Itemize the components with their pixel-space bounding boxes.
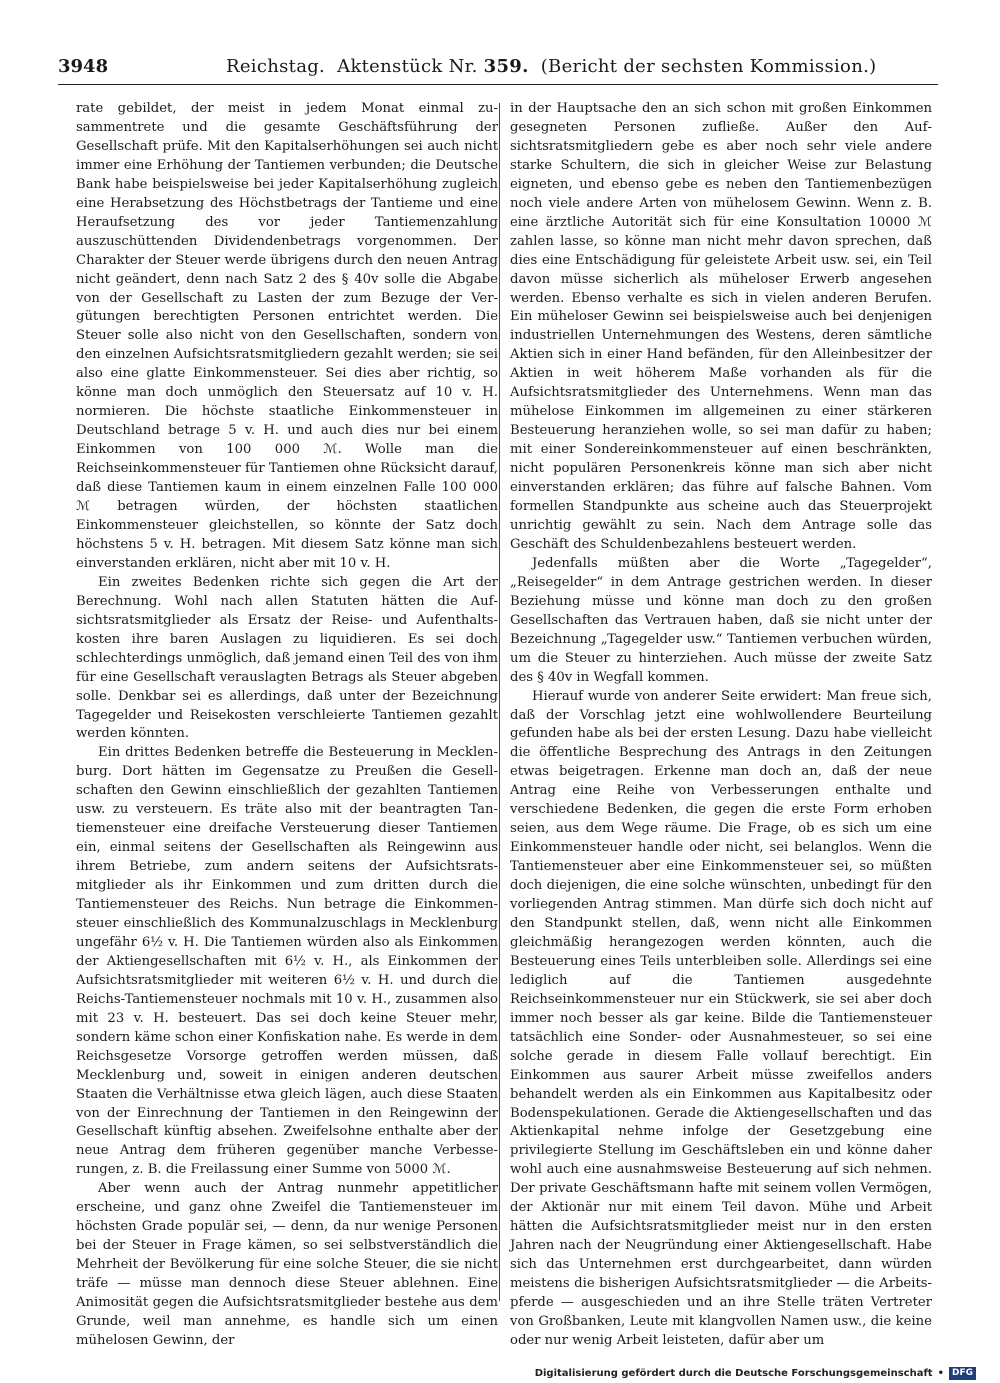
footer-credit: Digitalisierung gefördert durch die Deutsche Forschungsgemeinschaft [534, 1367, 933, 1379]
column-divider [499, 103, 500, 1301]
right-paragraph-3: Hierauf wurde von anderer Seite erwidert: Man freue sich, daß der Vorschlag jetzt eine wohlwollendere Beurteilung gefunden habe als bei der ersten Lesung. Dazu habe vielleicht die öffentliche Besprechung des Antrags in den Zeitungen etwas beigetragen. Erkenne man doch an, daß der neue Antrag eine Reihe von Verbesserungen enthalte und verschiedene Bedenken, die gegen die erste Form erhoben seien, aus dem Wege räume. Die Frage, ob es sich um eine Einkommensteuer handle oder nicht, sei belanglos. Wenn die Tantiemensteuer aber eine Einkommensteuer sei, so müßten doch diejenigen, die eine solche wünschten, unbedingt für den vorliegenden Antrag stimmen. Man dürfe sich doch nicht auf den Standpunkt stellen, daß, wenn nicht alle Einkommen gleichmäßig herangezogen werden könnten, auch die Besteuerung eines Teils unterbleiben solle. Allerdings sei eine lediglich auf die Tantiemen ausgedehnte Reichseinkommensteuer nur ein Stückwerk, sie sei aber doch immer noch besser als gar keine. Bilde die Tantiemensteuer tatsächlich eine Sonder- oder Ausnahmesteuer, so sei eine solche gerade in diesem Falle vollauf berechtigt. Ein Einkommen aus saurer Arbeit müsse zweifellos anders behandelt werden als ein Einkommen aus Kapitalbesitz oder Bodenspekulationen. Gerade die Aktiengesellschaften und das Aktienkapital nehme infolge der Gesetzgebung eine privilegierte Stellung im Geschäftsleben ein und könne daher wohl auch eine ausnahmsweise Besteuerung auf sich nehmen. Der private Geschäftsmann hafte mit seinem vollen Vermögen, der Aktionär nur mit einem Teil davon. Mühe und Arbeit hätten die Aufsichtsratsmitglieder meist nur in den ersten Jahren nach der Neugründung einer Aktiengesellschaft. Habe sich das Unternehmen erst durchgearbeitet, dann würden meistens die bisherigen Aufsichtsratsmitglieder — die Arbeitspferde — ausgeschieden und an ihre Stelle träten Vertreter von Großbanken, Leute mit klangvollen Namen usw., die keine oder nur wenig Arbeit leisteten, dafür aber um [510, 688, 932, 1348]
title-suffix: (Bericht der sechsten Kommission.) [540, 56, 877, 77]
page-header [58, 54, 938, 85]
left-paragraph-4: Aber wenn auch der Antrag nunmehr appetitlicher erscheine, und ganz ohne Zweifel die Tantiemensteuer im höchsten Grade populär sei, — denn, da nur wenige Personen bei der Steuer in Frage kämen, so sei selbstverständlich die Mehrheit der Bevölkerung für eine solche Steuer, die sie nicht träfe — müsse man dennoch diese Steuer ablehnen. Eine Animosität gegen die Aufsichtsratsmitglieder bestehe aus dem Grunde, weil man annehme, es handle sich um einen mühelosen Gewinn, der [76, 1181, 498, 1348]
left-column [76, 100, 498, 1348]
title-number: 359. [483, 56, 529, 77]
running-title [226, 56, 876, 77]
left-paragraph-3: Ein drittes Bedenken betreffe die Besteuerung in Mecklenburg. Dort hätten im Gegensatze zu Preußen die Gesellschaften den Gewinn einschließlich der gezahlten Tantiemen usw. zu versteuern. Es träte also mit der beantragten Tantiemensteuer eine dreifache Versteuerung dieser Tantiemen ein, einmal seitens der Gesellschaften als Reingewinn aus ihrem Betriebe, zum andern seitens der Aufsichtsratsmitglieder als ihr Einkommen und zum dritten durch die Tantiemensteuer des Reichs. Nun betrage die Einkommensteuer einschließlich des Kommunalzuschlags in Mecklenburg ungefähr 6½ v. H. Die Tantiemen würden also als Einkommen der Aktiengesellschaften mit 6½ v. H., als Einkommen der Aufsichtsratsmitglieder mit weiteren 6½ v. H. und durch die Reichs-Tantiemensteuer nochmals mit 10 v. H., zusammen also mit 23 v. H. besteuert. Das sei doch keine Steuer mehr, sondern käme schon einer Konfiskation nahe. Es werde in dem Reichsgesetze Vorsorge getroffen werden müssen, daß Mecklenburg und, soweit in einigen anderen deutschen Staaten die Verhältnisse etwa gleich lägen, auch diese Staaten von der Einrechnung der Tantiemen in den Reingewinn der Gesellschaft künftig absehen. Zweifelsohne enthalte aber der neue Antrag dem früheren gegenüber manche Verbesserungen, z. B. die Freilassung einer Summe von 5000 ℳ. [76, 745, 498, 1178]
dfg-logo: DFG [949, 1367, 976, 1380]
footer-bullet: • [937, 1367, 944, 1379]
page-number: 3948 [58, 56, 109, 77]
footer [535, 1366, 976, 1380]
right-column [510, 100, 932, 1348]
right-paragraph-2: Jedenfalls müßten aber die Worte „Tagegelder“, „Reisegelder“ in dem Antrage gestrichen werden. In dieser Beziehung müsse und könne man doch zu den großen Gesellschaften das Vertrauen haben, daß sie nicht unter der Bezeichnung „Tagegelder usw.“ Tantiemen verbuchen würden, um die Steuer zu hinterziehen. Auch müsse der zweite Satz des § 40v in Wegfall kommen. [510, 555, 932, 685]
title-prefix: Reichstag. [226, 56, 326, 77]
title-doc: Aktenstück Nr. [337, 56, 478, 77]
right-paragraph-1: in der Hauptsache den an sich schon mit großen Einkommen gesegneten Personen zufließe. Außer den Aufsichtsratsmitgliedern gebe es aber noch sehr viele andere starke Schultern, die sich in gleicher Weise zur Belastung eigneten, und ebenso gebe es neben den Tantiemenbezügen noch viele andere Arten von mühelosem Gewinn. Wenn z. B. eine ärztliche Autorität sich für eine Konsultation 10000 ℳ zahlen lasse, so könne man nicht mehr davon sprechen, daß dies eine Entschädigung für geleistete Arbeit usw. sei, ein Teil davon müsse sicherlich als müheloser Erwerb angesehen werden. Ebenso verhalte es sich in vielen anderen Berufen. Ein müheloser Gewinn sei beispielsweise auch bei denjenigen industriellen Unternehmungen des Westens, deren sämtliche Aktien sich in einer Hand befänden, für den Alleinbesitzer der Aktien in weit höherem Maße vorhanden als für die Aufsichtsratsmitglieder des Unternehmens. Wenn man das mühelose Einkommen im allgemeinen zu einer stärkeren Besteuerung heranziehen wolle, so sei man dafür zu haben; mit einer Sondereinkommensteuer auf einen beschränkten, nicht populären Personenkreis könne man sich aber nicht einverstanden erklären; das führe auf falsche Bahnen. Vom formellen Standpunkte aus scheine auch das Steuerprojekt unrichtig gewählt zu sein. Nach dem Antrage solle das Geschäft des Schuldenbezahlens besteuert werden. [510, 101, 932, 552]
left-paragraph-1: rate gebildet, der meist in jedem Monat einmal zusammentrete und die gesamte Geschäftsführung der Gesellschaft prüfe. Mit den Kapitalserhöhungen sei auch nicht immer eine Erhöhung der Tantiemen verbunden; die Deutsche Bank habe beispielsweise bei jeder Kapitalserhöhung zugleich eine Herabsetzung des Höchstbetrags der Tantieme und eine Heraufsetzung des vor jeder Tantiemenzahlung auszuschüttenden Dividendenbetrags vorgenommen. Der Charakter der Steuer werde übrigens durch den neuen Antrag nicht geändert, denn nach Satz 2 des § 40v solle die Abgabe von der Gesellschaft zu Lasten der zum Bezuge der Vergütungen berechtigten Personen entrichtet werden. Die Steuer solle also nicht von den Gesellschaften, sondern von den einzelnen Aufsichtsratsmitgliedern gezahlt werden; sie sei also eine glatte Einkommensteuer. Sei dies aber richtig, so könne man doch unmöglich den Steuersatz auf 10 v. H. normieren. Die höchste staatliche Einkommensteuer in Deutschland betrage 5 v. H. und auch dies nur bei einem Einkommen von 100 000 ℳ. Wolle man die Reichseinkommensteuer für Tantiemen ohne Rücksicht darauf, daß diese Tantiemen kaum in einem einzelnen Falle 100 000 ℳ betragen würden, der höchsten staatlichen Einkommensteuer gleichstellen, so könnte der Satz doch höchstens 5 v. H. betragen. Mit diesem Satz könne man sich einverstanden erklären, nicht aber mit 10 v. H. [76, 101, 498, 571]
left-paragraph-2: Ein zweites Bedenken richte sich gegen die Art der Berechnung. Wohl nach allen Statuten hätten die Aufsichtsratsmitglieder als Ersatz der Reise- und Aufenthaltskosten ihre baren Auslagen zu liquidieren. Es sei doch schlechterdings unmöglich, daß jemand einen Teil des von ihm für eine Gesellschaft verauslagten Betrags als Steuer abgeben solle. Denkbar sei es allerdings, daß unter der Bezeichnung Tagegelder und Reisekosten verschleierte Tantiemen gezahlt werden könnten. [76, 574, 498, 742]
